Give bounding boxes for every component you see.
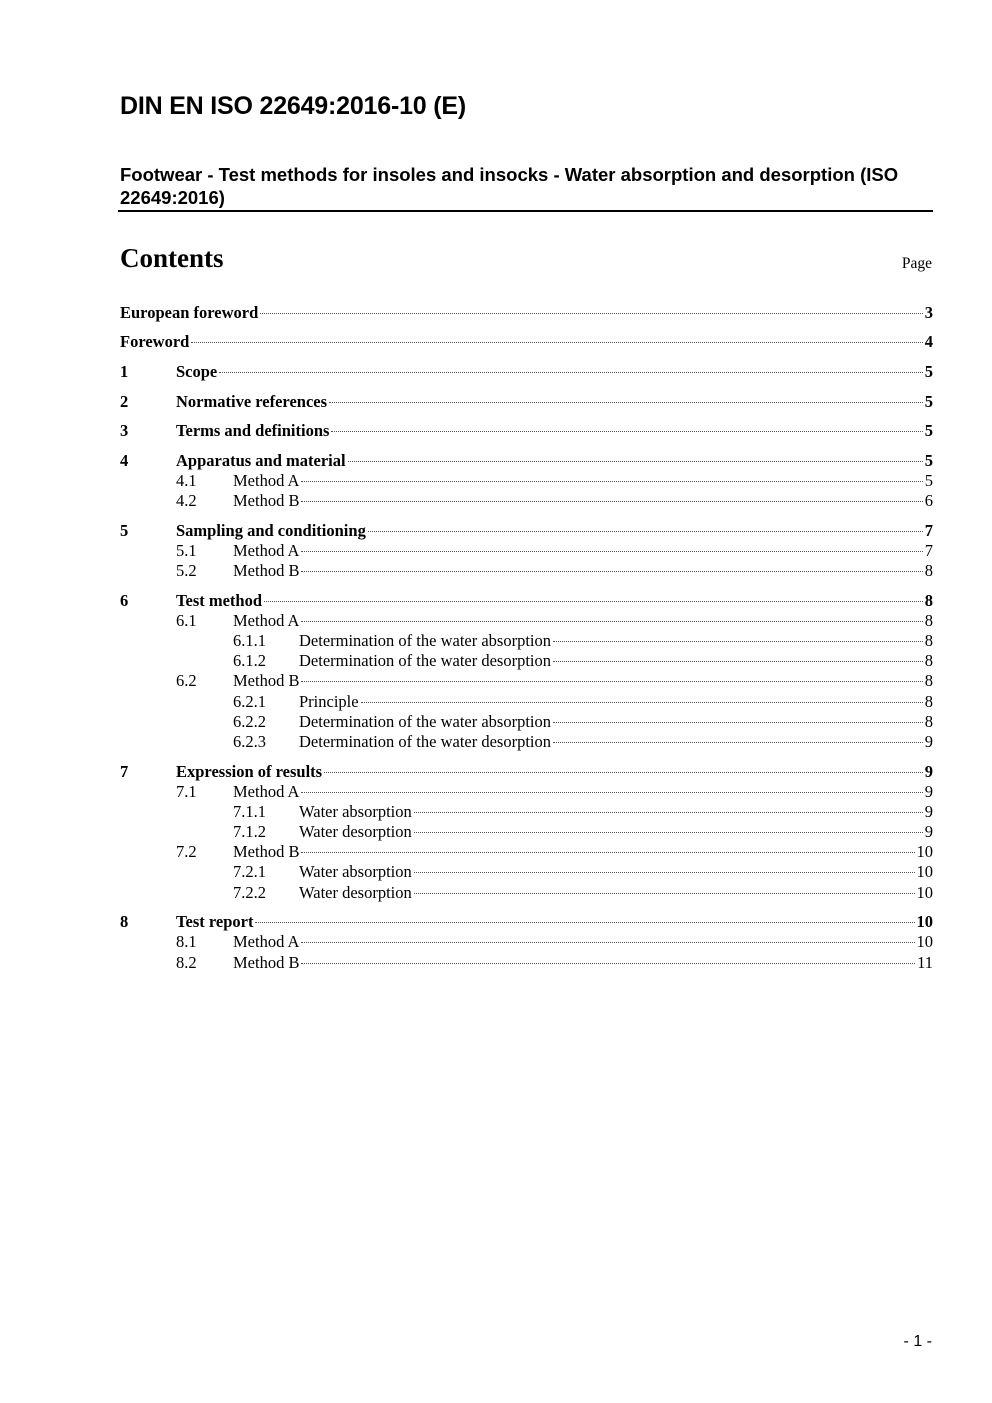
toc-entry[interactable] bbox=[120, 883, 933, 903]
toc-entry-title: Determination of the water absorption bbox=[299, 712, 552, 731]
toc-entry-page: 9 bbox=[924, 822, 933, 841]
toc-entry-page: 8 bbox=[924, 611, 933, 630]
toc-dot-leader bbox=[301, 551, 922, 552]
toc-entry[interactable] bbox=[120, 692, 933, 712]
toc-entry-page: 10 bbox=[916, 912, 933, 931]
toc-dot-leader bbox=[301, 963, 915, 964]
toc-entry-number: 7.1.1 bbox=[233, 802, 266, 821]
toc-entry-page: 8 bbox=[924, 591, 933, 610]
page-number: - 1 - bbox=[903, 1333, 932, 1350]
toc-dot-leader bbox=[553, 641, 923, 642]
toc-entry[interactable] bbox=[120, 611, 933, 631]
toc-entry[interactable] bbox=[120, 521, 933, 541]
toc-entry-page: 4 bbox=[924, 332, 933, 351]
toc-entry-title: Sampling and conditioning bbox=[176, 521, 366, 540]
toc-entry[interactable] bbox=[120, 932, 933, 952]
toc-entry-page: 7 bbox=[924, 521, 933, 540]
toc-entry-page: 5 bbox=[924, 362, 933, 381]
toc-entry-number: 6.1.2 bbox=[233, 651, 266, 670]
toc-entry-number: 4 bbox=[120, 451, 129, 470]
toc-dot-leader bbox=[361, 702, 923, 703]
toc-entry[interactable] bbox=[120, 822, 933, 842]
toc-entry-number: 8.1 bbox=[176, 932, 197, 951]
toc-entry[interactable] bbox=[120, 332, 933, 352]
toc-entry-title: Method B bbox=[233, 561, 300, 580]
toc-dot-leader bbox=[301, 501, 922, 502]
toc-entry[interactable] bbox=[120, 953, 933, 973]
toc-dot-leader bbox=[331, 431, 922, 432]
toc-entry-page: 9 bbox=[924, 732, 933, 751]
document-title: DIN EN ISO 22649:2016-10 (E) bbox=[120, 92, 466, 120]
toc-entry-page: 11 bbox=[917, 953, 933, 972]
toc-entry-number: 7.2 bbox=[176, 842, 197, 861]
toc-entry-title: Normative references bbox=[176, 392, 328, 411]
toc-entry-number: 8 bbox=[120, 912, 129, 931]
toc-entry[interactable] bbox=[120, 732, 933, 752]
toc-entry[interactable] bbox=[120, 651, 933, 671]
toc-entry-number: 1 bbox=[120, 362, 129, 381]
toc-entry-page: 3 bbox=[924, 303, 933, 322]
document-subtitle: Footwear - Test methods for insoles and insocks - Water absorption and desorption (ISO 22649:2016) bbox=[120, 164, 899, 208]
toc-entry-title: Water desorption bbox=[299, 883, 412, 902]
toc-entry-page: 9 bbox=[924, 762, 933, 781]
toc-entry-page: 9 bbox=[924, 782, 933, 801]
toc-dot-leader bbox=[301, 621, 922, 622]
toc-entry-page: 5 bbox=[924, 421, 933, 440]
toc-entry-title: Determination of the water desorption bbox=[299, 732, 552, 751]
toc-dot-leader bbox=[414, 812, 923, 813]
toc-entry[interactable] bbox=[120, 842, 933, 862]
toc-entry-title: Method A bbox=[233, 932, 300, 951]
toc-entry-page: 8 bbox=[924, 561, 933, 580]
toc-entry-title: Test method bbox=[176, 591, 263, 610]
toc-entry-number: 8.2 bbox=[176, 953, 197, 972]
toc-entry-title: Test report bbox=[176, 912, 254, 931]
toc-dot-leader bbox=[324, 772, 923, 773]
toc-dot-leader bbox=[301, 681, 922, 682]
toc-entry-title: Expression of results bbox=[176, 762, 323, 781]
toc-entry-title: Principle bbox=[299, 692, 359, 711]
toc-entry-page: 8 bbox=[924, 712, 933, 731]
toc-entry-number: 6.1 bbox=[176, 611, 197, 630]
toc-dot-leader bbox=[329, 402, 923, 403]
toc-entry-title: Method A bbox=[233, 471, 300, 490]
header-divider bbox=[118, 210, 933, 212]
toc-entry-number: 6.1.1 bbox=[233, 631, 266, 650]
toc-entry-page: 5 bbox=[924, 451, 933, 470]
toc-dot-leader bbox=[553, 722, 923, 723]
toc-entry-page: 10 bbox=[916, 862, 933, 881]
page-column-label: Page bbox=[901, 255, 932, 272]
toc-entry-title: Water absorption bbox=[299, 862, 412, 881]
toc-entry[interactable] bbox=[120, 912, 933, 932]
toc-entry-number: 5.1 bbox=[176, 541, 197, 560]
toc-entry[interactable] bbox=[120, 802, 933, 822]
toc-dot-leader bbox=[368, 531, 923, 532]
toc-entry-page: 10 bbox=[916, 842, 933, 861]
toc-entry-title: Method B bbox=[233, 491, 300, 510]
toc-entry-number: 6.2 bbox=[176, 671, 197, 690]
toc-entry-number: 6 bbox=[120, 591, 129, 610]
toc-entry-title: Water absorption bbox=[299, 802, 412, 821]
toc-entry-title: Method B bbox=[233, 953, 300, 972]
toc-dot-leader bbox=[264, 601, 923, 602]
toc-entry-number: 7.2.2 bbox=[233, 883, 266, 902]
toc-dot-leader bbox=[414, 872, 915, 873]
toc-dot-leader bbox=[301, 792, 922, 793]
toc-entry[interactable] bbox=[120, 782, 933, 802]
toc-entry[interactable] bbox=[120, 421, 933, 441]
toc-entry[interactable] bbox=[120, 541, 933, 561]
toc-dot-leader bbox=[301, 942, 914, 943]
toc-entry[interactable] bbox=[120, 362, 933, 382]
toc-entry[interactable] bbox=[120, 712, 933, 732]
toc-dot-leader bbox=[553, 661, 923, 662]
toc-dot-leader bbox=[301, 852, 914, 853]
toc-entry-page: 10 bbox=[916, 932, 933, 951]
toc-entry-page: 8 bbox=[924, 631, 933, 650]
toc-entry[interactable] bbox=[120, 631, 933, 651]
toc-entry[interactable] bbox=[120, 451, 933, 471]
toc-entry-number: 4.2 bbox=[176, 491, 197, 510]
toc-dot-leader bbox=[414, 893, 915, 894]
toc-entry-page: 8 bbox=[924, 692, 933, 711]
toc-dot-leader bbox=[219, 372, 923, 373]
toc-dot-leader bbox=[191, 342, 922, 343]
toc-entry-title: Foreword bbox=[120, 332, 190, 351]
toc-entry-page: 5 bbox=[924, 392, 933, 411]
toc-entry[interactable] bbox=[120, 471, 933, 491]
toc-entry-title: Water desorption bbox=[299, 822, 412, 841]
toc-entry-number: 7 bbox=[120, 762, 129, 781]
toc-entry-title: Method A bbox=[233, 541, 300, 560]
toc-entry-title: Terms and definitions bbox=[176, 421, 330, 440]
toc-entry-title: Method A bbox=[233, 611, 300, 630]
toc-entry-page: 8 bbox=[924, 651, 933, 670]
toc-entry-title: Apparatus and material bbox=[176, 451, 346, 470]
toc-entry-number: 7.2.1 bbox=[233, 862, 266, 881]
toc-entry-page: 7 bbox=[924, 541, 933, 560]
toc-entry-number: 6.2.3 bbox=[233, 732, 266, 751]
toc-entry-page: 5 bbox=[924, 471, 933, 490]
toc-entry[interactable] bbox=[120, 392, 933, 412]
toc-entry[interactable] bbox=[120, 762, 933, 782]
toc-entry-number: 6.2.2 bbox=[233, 712, 266, 731]
toc-dot-leader bbox=[301, 481, 922, 482]
toc-entry-number: 4.1 bbox=[176, 471, 197, 490]
toc-entry-number: 6.2.1 bbox=[233, 692, 266, 711]
toc-entry-page: 6 bbox=[924, 491, 933, 510]
toc-entry[interactable] bbox=[120, 303, 933, 323]
toc-entry-title: Method B bbox=[233, 842, 300, 861]
toc-entry-number: 2 bbox=[120, 392, 129, 411]
toc-entry[interactable] bbox=[120, 491, 933, 511]
toc-entry-title: Method A bbox=[233, 782, 300, 801]
toc-dot-leader bbox=[348, 461, 923, 462]
toc-entry-number: 5.2 bbox=[176, 561, 197, 580]
toc-dot-leader bbox=[255, 922, 914, 923]
toc-entry-title: Determination of the water absorption bbox=[299, 631, 552, 650]
toc-entry-number: 7.1 bbox=[176, 782, 197, 801]
toc-entry-title: Determination of the water desorption bbox=[299, 651, 552, 670]
toc-entry-page: 10 bbox=[916, 883, 933, 902]
toc-entry-number: 3 bbox=[120, 421, 129, 440]
toc-dot-leader bbox=[301, 571, 922, 572]
toc-entry-page: 8 bbox=[924, 671, 933, 690]
toc-entry-number: 5 bbox=[120, 521, 129, 540]
toc-entry[interactable] bbox=[120, 561, 933, 581]
contents-heading: Contents bbox=[120, 243, 224, 273]
toc-dot-leader bbox=[553, 742, 923, 743]
toc-entry-title: Scope bbox=[176, 362, 218, 381]
toc-dot-leader bbox=[414, 832, 923, 833]
toc-entry[interactable] bbox=[120, 591, 933, 611]
toc-dot-leader bbox=[260, 313, 922, 314]
toc-entry-title: Method B bbox=[233, 671, 300, 690]
toc-entry-number: 7.1.2 bbox=[233, 822, 266, 841]
toc-entry-title: European foreword bbox=[120, 303, 259, 322]
toc-entry[interactable] bbox=[120, 862, 933, 882]
toc-entry[interactable] bbox=[120, 671, 933, 691]
toc-entry-page: 9 bbox=[924, 802, 933, 821]
